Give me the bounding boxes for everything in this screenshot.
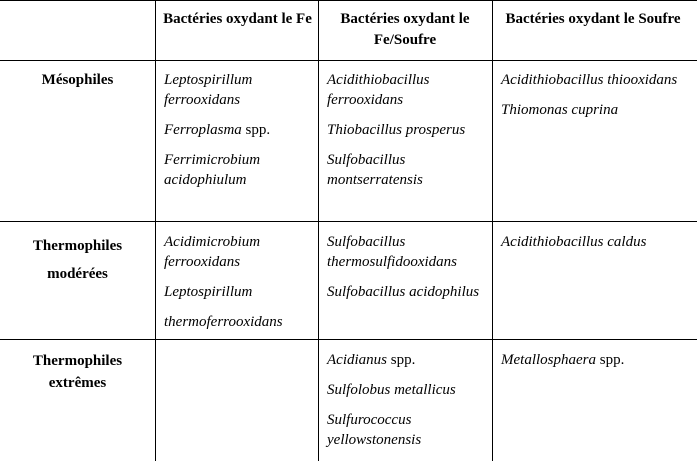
species-entry <box>164 282 314 302</box>
species-entry <box>327 150 490 190</box>
species-entry <box>501 70 693 90</box>
species-entry <box>327 380 490 400</box>
species-name: Thiobacillus prosperus <box>327 122 466 138</box>
species-name: Sulfobacillus acidophilus <box>327 284 480 300</box>
species-entry <box>164 120 314 140</box>
species-entry <box>501 100 693 120</box>
row2-bottom-border <box>0 339 697 340</box>
header-col3: Bactéries oxydant le Fe/Soufre <box>340 11 470 48</box>
cell-extremes-fe-soufre <box>327 350 490 460</box>
species-entry <box>327 350 490 370</box>
species-entry <box>327 410 490 450</box>
row-label-mesophiles <box>0 70 155 90</box>
species-name: Sulfolobus metallicus <box>327 382 456 398</box>
species-entry <box>164 312 314 332</box>
species-name: Acidimicrobium ferrooxidans <box>164 234 261 270</box>
row-label-thermophiles-moderees <box>0 232 155 288</box>
species-entry <box>501 350 693 370</box>
header-col2: Bactéries oxydant le Fe <box>163 11 312 27</box>
species-entry <box>164 232 314 272</box>
cell-mesophiles-soufre <box>501 70 693 130</box>
species-name: Ferroplasma <box>164 122 242 138</box>
species-entry <box>327 70 490 110</box>
species-entry <box>501 232 693 252</box>
cell-moderees-soufre <box>501 232 693 262</box>
row-label-line: Mésophiles <box>41 72 114 88</box>
species-name: Ferrimicrobium acidophiulum <box>164 152 261 188</box>
species-entry <box>327 232 490 272</box>
species-name: Sulfobacillus thermosulfidooxidans <box>327 234 457 270</box>
col2-right-border <box>318 0 319 461</box>
species-name: Acidianus <box>327 352 387 368</box>
species-suffix: spp. <box>241 122 271 138</box>
species-name: Acidithiobacillus ferrooxidans <box>327 72 430 108</box>
col3-right-border <box>492 0 493 461</box>
species-entry <box>327 120 490 140</box>
species-suffix: spp. <box>387 352 416 368</box>
species-entry <box>164 70 314 110</box>
species-entry <box>327 282 490 302</box>
species-name: Metallosphaera <box>501 352 596 368</box>
row-label-line: Thermophiles <box>32 353 123 369</box>
species-name: Sulfurococcus yellowstonensis <box>327 412 422 448</box>
cell-moderees-fe <box>164 232 314 342</box>
cell-extremes-soufre <box>501 350 693 380</box>
header-bottom-border <box>0 60 697 61</box>
species-name: Thiomonas cuprina <box>501 102 619 118</box>
species-name: Acidithiobacillus thiooxidans <box>501 72 678 88</box>
cell-moderees-fe-soufre <box>327 232 490 312</box>
species-name: Leptospirillum ferrooxidans <box>164 72 253 108</box>
species-name: Acidithiobacillus caldus <box>501 234 647 250</box>
row-label-thermophiles-extremes <box>0 350 155 394</box>
row1-bottom-border <box>0 221 697 222</box>
species-suffix: spp. <box>596 352 625 368</box>
row-label-line: modérées <box>47 266 108 282</box>
species-name: Leptospirillum <box>164 284 253 300</box>
species-entry <box>164 150 314 190</box>
row-label-line: Thermophiles <box>32 238 123 254</box>
col1-right-border <box>155 0 156 461</box>
species-name: Sulfobacillus montserratensis <box>327 152 423 188</box>
table-top-border <box>0 0 697 1</box>
cell-mesophiles-fe-soufre <box>327 70 490 200</box>
row-label-line: extrêmes <box>48 375 107 391</box>
species-name: thermoferrooxidans <box>164 314 283 330</box>
cell-mesophiles-fe <box>164 70 314 200</box>
header-col4: Bactéries oxydant le Soufre <box>505 11 681 27</box>
